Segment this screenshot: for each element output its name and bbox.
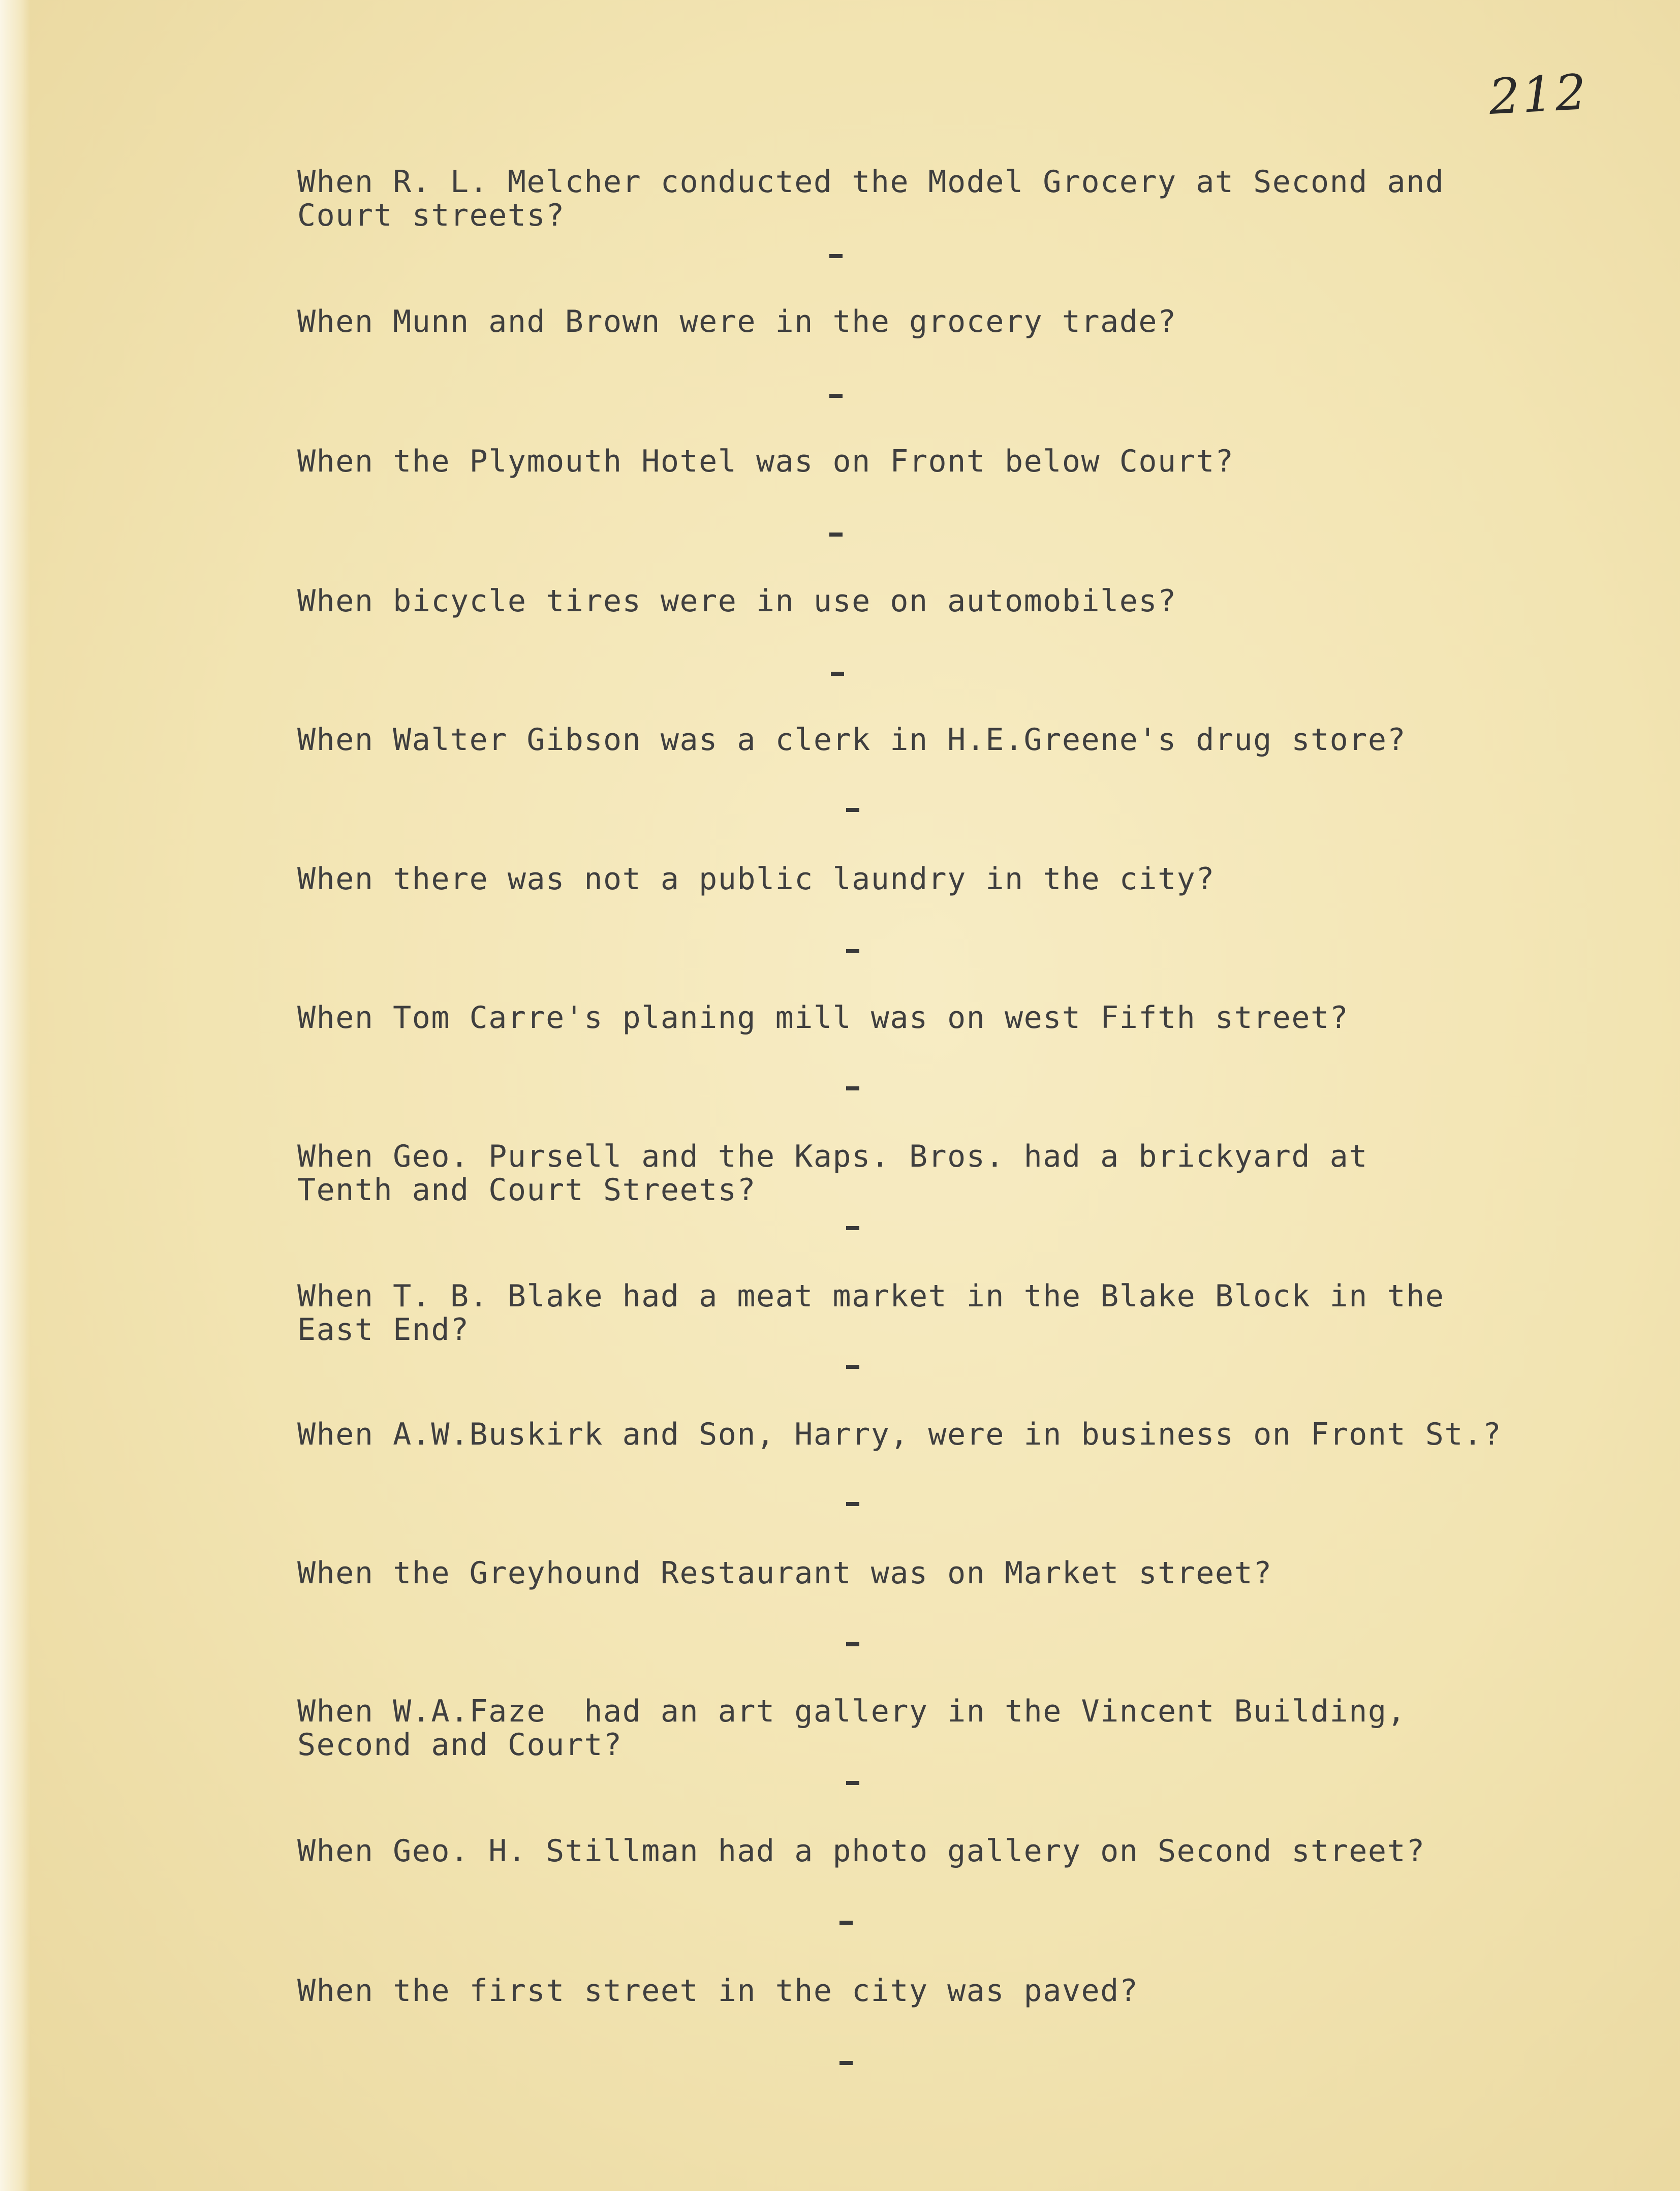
separator-dash (846, 1365, 859, 1369)
question-entry: When Geo. H. Stillman had a photo gallery on Second street? (297, 1833, 1425, 1869)
question-entry: When Geo. Pursell and the Kaps. Bros. had a brickyard at Tenth and Court Streets? (297, 1139, 1368, 1208)
separator-dash (846, 1086, 859, 1090)
separator-dash (831, 672, 844, 676)
question-entry: When the first street in the city was paved? (297, 1973, 1139, 2009)
separator-dash (846, 808, 859, 812)
separator-dash (846, 1781, 859, 1785)
question-entry: When Munn and Brown were in the grocery trade? (297, 304, 1177, 339)
separator-dash (829, 254, 843, 258)
separator-dash (839, 1921, 853, 1925)
separator-dash (846, 949, 859, 953)
question-entry: When T. B. Blake had a meat market in the Blake Block in the East End? (297, 1278, 1445, 1348)
question-entry: When Tom Carre's planing mill was on west Fifth street? (297, 1000, 1349, 1036)
question-entry: When the Greyhound Restaurant was on Market street? (297, 1555, 1272, 1591)
question-entry: When Walter Gibson was a clerk in H.E.Greene's drug store? (297, 722, 1407, 758)
separator-dash (829, 394, 843, 398)
question-entry: When the Plymouth Hotel was on Front below Court? (297, 444, 1234, 479)
question-entry: When A.W.Buskirk and Son, Harry, were in business on Front St.? (297, 1417, 1502, 1452)
question-entry: When R. L. Melcher conducted the Model Grocery at Second and Court streets? (297, 164, 1445, 233)
separator-dash (846, 1226, 859, 1230)
question-entry: When there was not a public laundry in the city? (297, 861, 1215, 897)
separator-dash (829, 533, 843, 537)
separator-dash (839, 2061, 853, 2065)
question-entry: When W.A.Faze had an art gallery in the Vincent Building, Second and Court? (297, 1694, 1407, 1763)
question-entry: When bicycle tires were in use on automobiles? (297, 583, 1177, 619)
separator-dash (846, 1502, 859, 1506)
handwritten-page-number: 212 (1487, 63, 1590, 126)
separator-dash (846, 1642, 859, 1646)
